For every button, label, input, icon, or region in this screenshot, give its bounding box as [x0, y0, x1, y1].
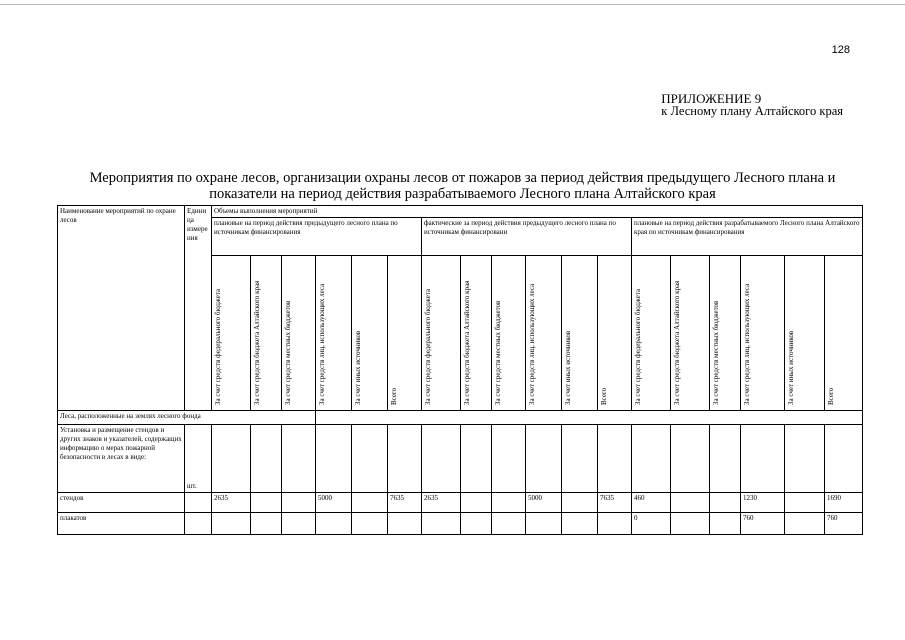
row-value — [710, 493, 741, 513]
section-title: Леса, расположенные на землях лесного фонда — [58, 411, 316, 425]
row-value — [825, 425, 863, 493]
row-value — [422, 513, 461, 535]
row-value — [461, 493, 492, 513]
subheader-local: За счет средств местных бюджетов — [282, 256, 316, 411]
row-value: 760 — [741, 513, 785, 535]
subheader-regional: За счет средств бюджета Алтайского края — [671, 256, 710, 411]
row-value — [785, 493, 825, 513]
row-value — [671, 425, 710, 493]
row-value — [422, 425, 461, 493]
row-value — [282, 425, 316, 493]
header-group-planned-new: плановые на период действия разрабатываемого Лесного плана Алтайского края по источникам финансирования — [632, 218, 863, 256]
row-value — [492, 513, 526, 535]
row-value: 5000 — [316, 493, 352, 513]
row-value: 7635 — [598, 493, 632, 513]
scan-top-edge — [0, 4, 905, 5]
row-value — [526, 513, 562, 535]
row-value — [671, 513, 710, 535]
table-row — [58, 513, 863, 535]
row-unit — [185, 493, 212, 513]
row-value — [562, 513, 598, 535]
row-value: 5000 — [526, 493, 562, 513]
row-value — [632, 425, 671, 493]
appendix-title: ПРИЛОЖЕНИЕ 9 — [661, 91, 762, 106]
subheader-local: За счет средств местных бюджетов — [710, 256, 741, 411]
row-value: 7635 — [388, 493, 422, 513]
subheader-regional: За счет средств бюджета Алтайского края — [251, 256, 282, 411]
subheader-total: Всего — [598, 256, 632, 411]
row-value — [785, 513, 825, 535]
row-value — [352, 493, 388, 513]
row-value: 0 — [632, 513, 671, 535]
row-value — [562, 493, 598, 513]
row-value — [492, 425, 526, 493]
row-value — [212, 513, 251, 535]
row-value — [316, 513, 352, 535]
row-name: Установка и размещение стендов и других знаков и указателей, содержащих информацию о мерах пожарной безопасности в лесах в виде: — [58, 425, 185, 493]
row-value — [492, 493, 526, 513]
page-number: 128 — [831, 44, 850, 56]
heading-line-2: показатели на период действия разрабатываемого Лесного плана Алтайского края — [209, 186, 716, 202]
row-value — [388, 425, 422, 493]
row-value — [282, 513, 316, 535]
row-value — [352, 513, 388, 535]
document-heading — [40, 170, 885, 202]
row-value — [388, 513, 422, 535]
row-value — [710, 425, 741, 493]
subheader-forest-users: За счет средств лиц, использующих леса — [526, 256, 562, 411]
header-measure-name: Наименование мероприятий по охране лесов — [58, 206, 185, 411]
row-unit — [185, 513, 212, 535]
section-row — [58, 411, 863, 425]
row-value — [251, 513, 282, 535]
subheader-regional: За счет средств бюджета Алтайского края — [461, 256, 492, 411]
table-row — [58, 425, 863, 493]
row-value: 1690 — [825, 493, 863, 513]
row-value — [671, 493, 710, 513]
table-row — [58, 493, 863, 513]
subheader-forest-users: За счет средств лиц, использующих леса — [741, 256, 785, 411]
row-value — [461, 425, 492, 493]
row-unit: шт. — [185, 425, 212, 493]
measures-table — [57, 205, 863, 535]
header-volumes: Объемы выполнения мероприятий — [212, 206, 863, 218]
subheader-federal: За счет средств федерального бюджета — [422, 256, 461, 411]
row-value — [461, 513, 492, 535]
row-value — [598, 425, 632, 493]
heading-line-1: Мероприятия по охране лесов, организации охраны лесов от пожаров за период действия предыдущего Лесного плана и — [89, 170, 836, 186]
row-value — [710, 513, 741, 535]
row-value — [598, 513, 632, 535]
row-value — [316, 425, 352, 493]
appendix-label — [661, 92, 843, 118]
row-value — [282, 493, 316, 513]
header-unit: Единица измерения — [185, 206, 212, 411]
header-group-planned-previous: плановые на период действия предыдущего лесного плана по источникам финансирования — [212, 218, 422, 256]
subheader-other: За счет иных источников — [562, 256, 598, 411]
subheader-other: За счет иных источников — [352, 256, 388, 411]
subheader-local: За счет средств местных бюджетов — [492, 256, 526, 411]
row-value — [352, 425, 388, 493]
header-group-actual-previous: фактические за период действия предыдущего лесного плана по источникам финансировани — [422, 218, 632, 256]
row-value — [562, 425, 598, 493]
subheader-federal: За счет средств федерального бюджета — [632, 256, 671, 411]
row-value — [251, 425, 282, 493]
header-row-1 — [58, 206, 863, 218]
row-value — [251, 493, 282, 513]
row-value — [526, 425, 562, 493]
subheader-federal: За счет средств федерального бюджета — [212, 256, 251, 411]
subheader-total: Всего — [388, 256, 422, 411]
row-value: 760 — [825, 513, 863, 535]
row-value: 460 — [632, 493, 671, 513]
subheader-other: За счет иных источников — [785, 256, 825, 411]
row-value: 2635 — [422, 493, 461, 513]
subheader-total: Всего — [825, 256, 863, 411]
row-name: плакатов — [58, 513, 185, 535]
row-value — [741, 425, 785, 493]
row-value: 2635 — [212, 493, 251, 513]
appendix-subtitle: к Лесному плану Алтайского края — [661, 104, 843, 118]
row-value — [212, 425, 251, 493]
row-name: стендов — [58, 493, 185, 513]
row-value: 1230 — [741, 493, 785, 513]
row-value — [785, 425, 825, 493]
subheader-forest-users: За счет средств лиц, использующих леса — [316, 256, 352, 411]
section-fill — [316, 411, 863, 425]
